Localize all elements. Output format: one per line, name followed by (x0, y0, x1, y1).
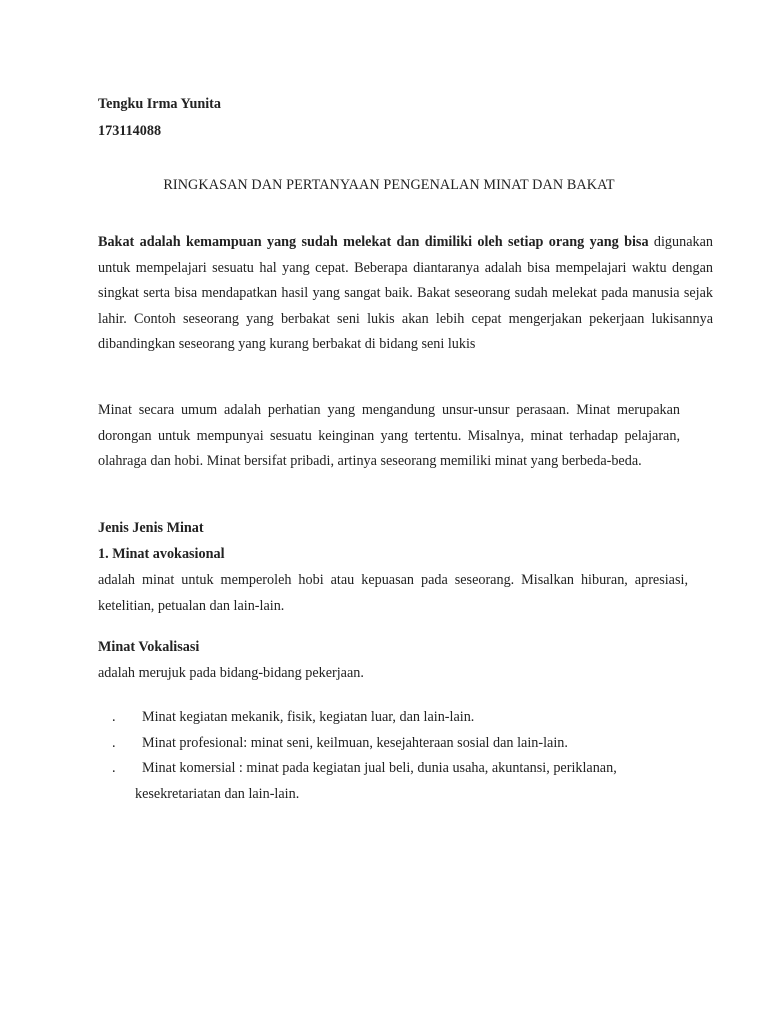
paragraph-avokasional: adalah minat untuk memperoleh hobi atau kepuasan pada seseorang. Misalkan hiburan, apresiasi, ketelitian, petualan dan lain-lain. (98, 572, 688, 614)
author-id: 173114088 (98, 123, 162, 139)
list-item (98, 731, 680, 757)
bullet-marker: . (112, 760, 116, 777)
list-item-text: Minat kegiatan mekanik, fisik, kegiatan luar, dan lain-lain. (142, 709, 475, 725)
paragraph-bakat-lead: Bakat adalah kemampuan yang sudah melekat dan dimiliki oleh setiap orang yang bisa (98, 234, 649, 250)
document-title: RINGKASAN DAN PERTANYAAN PENGENALAN MINAT DAN BAKAT (163, 177, 615, 193)
section-heading-jenis-minat: Jenis Jenis Minat (98, 520, 204, 536)
list-item-text: Minat profesional: minat seni, keilmuan, kesejahteraan sosial dan lain-lain. (142, 734, 568, 751)
list-item (98, 705, 680, 731)
subheading-minat-vokalisasi: Minat Vokalisasi (98, 639, 200, 655)
paragraph-bakat-body: digunakan untuk mempelajari sesuatu hal yang cepat. Beberapa diantaranya adalah bisa mempelajari waktu dengan singkat serta bisa mendapatkan hasil yang sangat baik. Bakat seseorang sudah melekat pada manusia sejak lahir. Contoh seseorang yang berbakat seni lukis akan lebih cepat mengerjakan pekerjaan lukisannya dibandingkan seseorang yang kurang berbakat di bidang seni lukis (98, 234, 713, 353)
list-item-continuation: kesekretariatan dan lain-lain. (135, 785, 300, 802)
author-name: Tengku Irma Yunita (98, 96, 222, 112)
paragraph-minat: Minat secara umum adalah perhatian yang mengandung unsur-unsur perasaan. Minat merupakan dorongan untuk mempunyai sesuatu keinginan yang tertentu. Misalnya, minat terhadap pelajaran, olahraga dan hobi. Minat bersifat pribadi, artinya seseorang memiliki minat yang berbeda-beda. (98, 402, 680, 470)
list-item (98, 756, 680, 807)
list-item-text: Minat komersial : minat pada kegiatan jual beli, dunia usaha, akuntansi, periklanan, (142, 760, 617, 777)
bullet-marker: . (112, 709, 116, 725)
paragraph-bakat (98, 230, 713, 358)
subheading-minat-avokasional: 1. Minat avokasional (98, 546, 225, 562)
minat-bullet-list (98, 705, 680, 807)
bullet-marker: . (112, 734, 116, 751)
paragraph-vokalisasi: adalah merujuk pada bidang-bidang pekerjaan. (98, 665, 364, 681)
